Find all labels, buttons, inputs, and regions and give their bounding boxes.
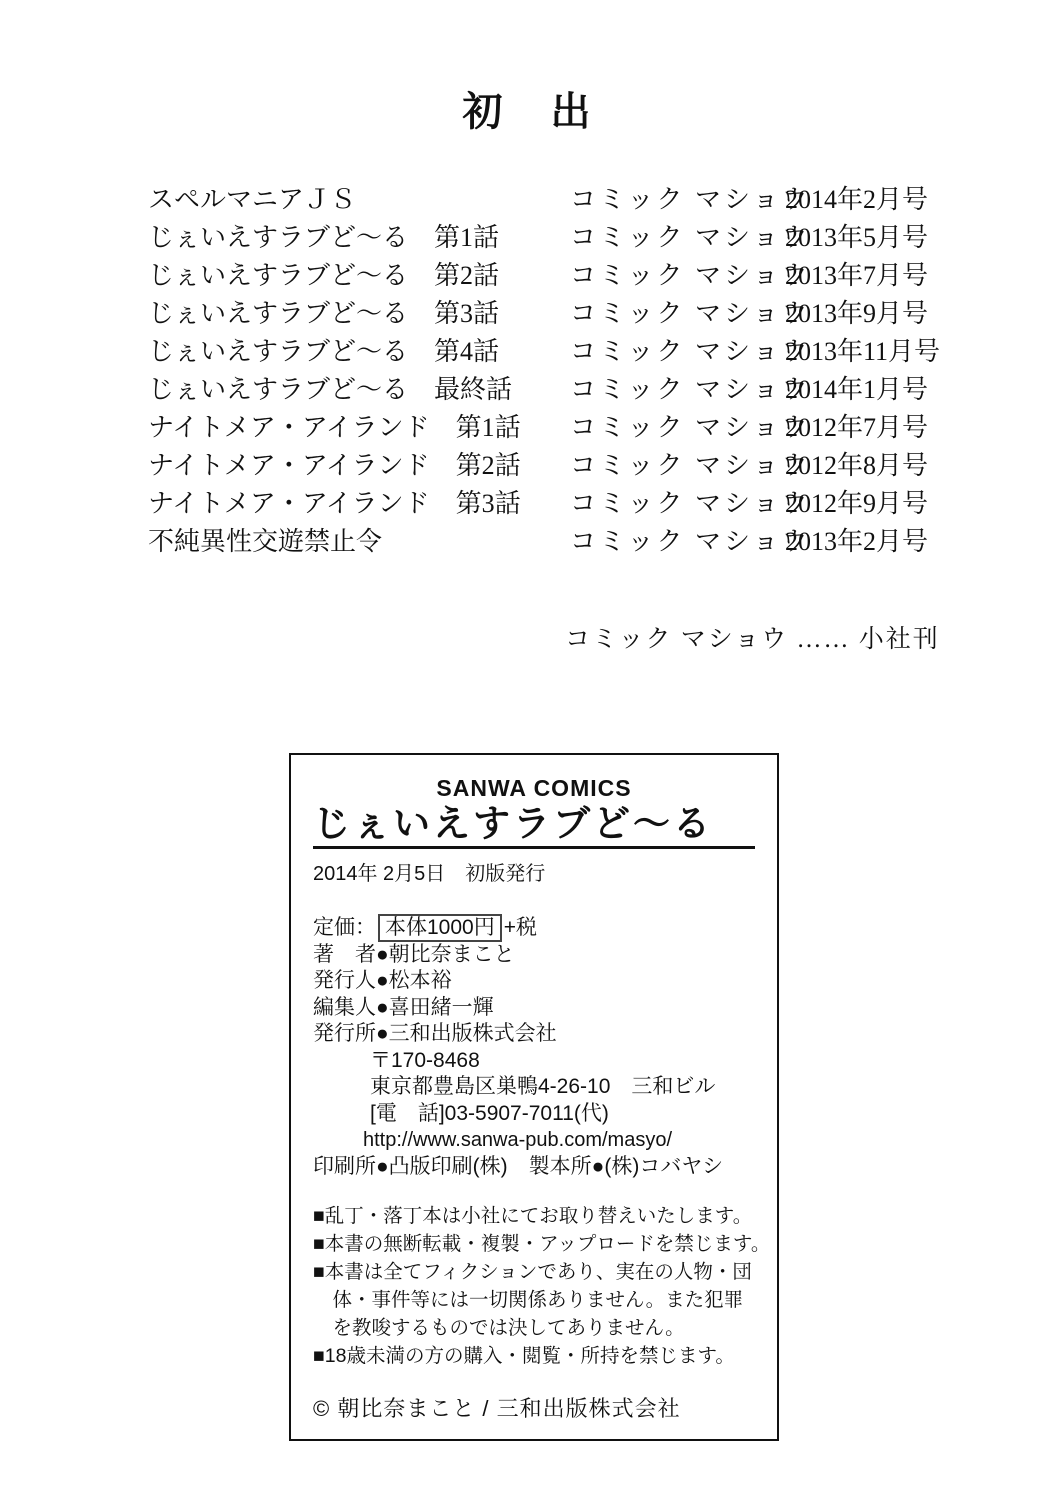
credit-row	[148, 485, 957, 523]
issue-date: 2013年2月号	[785, 527, 929, 556]
price-suffix: +税	[503, 915, 537, 939]
postal-code: 〒170-8468	[370, 1048, 480, 1072]
price-boxed-value: 本体1000円	[378, 914, 502, 942]
issue-date: 2012年8月号	[785, 451, 929, 480]
magazine-name: コミック マショウ	[570, 337, 811, 366]
work-title: スペルマニアＪＳ	[148, 185, 357, 214]
note-line: ■18歳未満の方の購入・閲覧・所持を禁じます。	[313, 1345, 735, 1367]
page-title: 初 出	[462, 89, 595, 134]
issue-date: 2013年11月号	[785, 337, 941, 366]
work-title: 不純異性交遊禁止令	[148, 527, 383, 556]
author-line: 著 者●朝比奈まこと	[313, 942, 515, 966]
issue-date: 2013年7月号	[785, 261, 929, 290]
magazine-name: コミック マショウ	[570, 185, 811, 214]
issue-date: 2013年5月号	[785, 223, 929, 252]
edition-line: 2014年 2月5日 初版発行	[313, 863, 546, 885]
credit-row	[148, 447, 957, 485]
printer-binder-line: 印刷所●凸版印刷(株) 製本所●(株)コバヤシ	[313, 1154, 724, 1178]
address-block	[370, 1048, 755, 1128]
title-rule	[313, 846, 755, 849]
book-title: じぇいえすラブど〜る	[313, 803, 713, 845]
work-title: ナイトメア・アイランド 第2話	[148, 451, 521, 480]
issue-date: 2012年7月号	[785, 413, 929, 442]
work-title: じぇいえすラブど〜る 最終話	[148, 375, 513, 404]
issue-date: 2014年2月号	[785, 185, 929, 214]
note-line: 体・事件等には一切関係ありません。また犯罪	[313, 1289, 744, 1311]
note-line: ■本書は全てフィクションであり、実在の人物・団	[313, 1261, 752, 1283]
work-title: じぇいえすラブど〜る 第4話	[148, 337, 500, 366]
price-line	[313, 914, 755, 942]
credit-row	[148, 219, 957, 257]
credit-row	[148, 333, 957, 371]
magazine-name: コミック マショウ	[570, 261, 811, 290]
street-address: 東京都豊島区巣鴨4-26-10 三和ビル	[370, 1075, 716, 1098]
colophon-box	[289, 753, 779, 1441]
issue-date: 2014年1月号	[785, 375, 929, 404]
magazine-name: コミック マショウ	[570, 451, 811, 480]
work-title: じぇいえすラブど〜る 第1話	[148, 223, 500, 252]
note-line: を教唆するものでは決してありません。	[313, 1317, 685, 1339]
credit-row	[148, 371, 957, 409]
magazine-name: コミック マショウ	[570, 223, 811, 252]
work-title: じぇいえすラブど〜る 第3話	[148, 299, 500, 328]
issue-date: 2012年9月号	[785, 489, 929, 518]
publisher-footnote: コミック マショウ …… 小社刊	[565, 626, 940, 653]
note-line: ■本書の無断転載・複製・アップロードを禁じます。	[313, 1233, 771, 1255]
imprint-label: SANWA COMICS	[436, 775, 632, 801]
magazine-name: コミック マショウ	[570, 299, 811, 328]
credit-row	[148, 181, 957, 219]
publisher-url: http://www.sanwa-pub.com/masyo/	[363, 1129, 673, 1151]
note-line: ■乱丁・落丁本は小社にてお取り替えいたします。	[313, 1205, 753, 1227]
work-title: ナイトメア・アイランド 第3話	[148, 489, 521, 518]
work-title: じぇいえすラブど〜る 第2話	[148, 261, 500, 290]
publisher-person-line: 発行人●松本裕	[313, 969, 452, 992]
publishing-house-line: 発行所●三和出版株式会社	[313, 1022, 557, 1045]
phone-number: [電 話]03-5907-7011(代)	[370, 1101, 609, 1125]
copyright-line: © 朝比奈まこと / 三和出版株式会社	[313, 1396, 681, 1421]
credit-row	[148, 409, 957, 447]
first-publication-list	[148, 181, 957, 561]
credit-row	[148, 257, 957, 295]
magazine-name: コミック マショウ	[570, 527, 811, 556]
work-title: ナイトメア・アイランド 第1話	[148, 413, 521, 442]
magazine-name: コミック マショウ	[570, 413, 811, 442]
legal-notes	[313, 1202, 771, 1370]
credit-row	[148, 295, 957, 333]
editor-line: 編集人●喜田緒一輝	[313, 995, 494, 1019]
magazine-name: コミック マショウ	[570, 375, 811, 404]
price-label: 定価：	[313, 915, 376, 939]
magazine-name: コミック マショウ	[570, 489, 811, 518]
credit-row	[148, 523, 957, 561]
issue-date: 2013年9月号	[785, 299, 929, 328]
